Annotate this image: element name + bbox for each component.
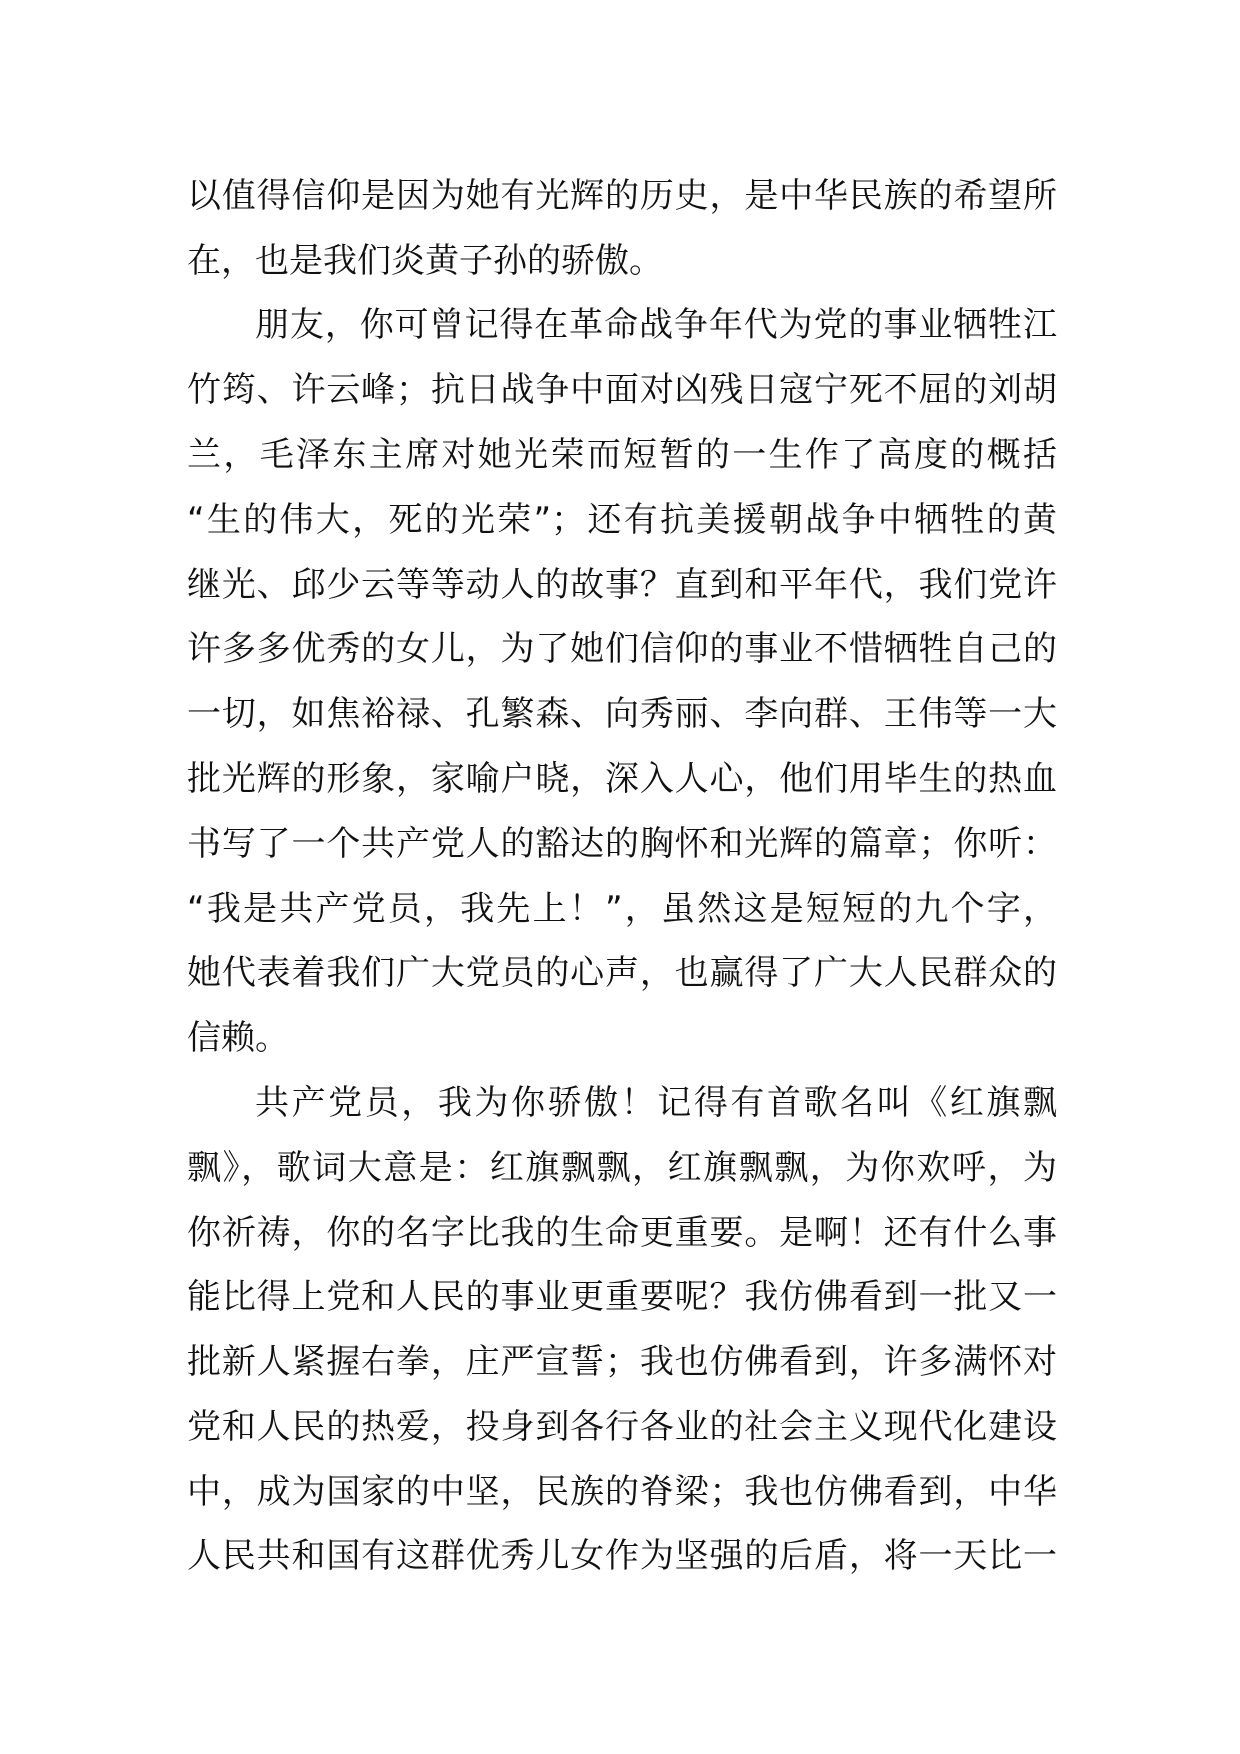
- text-line: 你祈祷，你的名字比我的生命更重要。是啊！还有什么事: [187, 1213, 1057, 1253]
- text-line: 竹筠、许云峰；抗日战争中面对凶残日寇宁死不屈的刘胡: [187, 370, 1057, 410]
- text-line: “生的伟大，死的光荣”；还有抗美援朝战争中牺牲的黄: [187, 500, 1057, 540]
- text-line: 人民共和国有这群优秀儿女作为坚强的后盾，将一天比一: [187, 1536, 1057, 1576]
- text-line: 一切，如焦裕禄、孔繁森、向秀丽、李向群、王伟等一大: [187, 694, 1057, 734]
- text-line: 飘》，歌词大意是：红旗飘飘，红旗飘飘，为你欢呼，为: [187, 1148, 1057, 1188]
- text-line: 中，成为国家的中坚，民族的脊梁；我也仿佛看到，中华: [187, 1472, 1057, 1512]
- text-line: “我是共产党员，我先上！”，虽然这是短短的九个字，: [187, 889, 1057, 929]
- text-line: 共产党员，我为你骄傲！记得有首歌名叫《红旗飘: [255, 1083, 1057, 1123]
- text-line: 朋友，你可曾记得在革命战争年代为党的事业牺牲江: [255, 305, 1057, 345]
- text-line: 批新人紧握右拳，庄严宣誓；我也仿佛看到，许多满怀对: [187, 1342, 1057, 1382]
- text-line: 书写了一个共产党人的豁达的胸怀和光辉的篇章；你听：: [187, 824, 1057, 864]
- text-line: 她代表着我们广大党员的心声，也赢得了广大人民群众的: [187, 953, 1057, 993]
- text-line: 兰，毛泽东主席对她光荣而短暂的一生作了高度的概括: [187, 435, 1057, 475]
- text-line: 批光辉的形象，家喻户晓，深入人心，他们用毕生的热血: [187, 759, 1057, 799]
- text-line: 继光、邱少云等等动人的故事？直到和平年代，我们党许: [187, 565, 1057, 605]
- text-line: 党和人民的热爱，投身到各行各业的社会主义现代化建设: [187, 1407, 1057, 1447]
- text-line: 能比得上党和人民的事业更重要呢？我仿佛看到一批又一: [187, 1277, 1057, 1317]
- text-line: 以值得信仰是因为她有光辉的历史，是中华民族的希望所: [187, 176, 1057, 216]
- text-line: 许多多优秀的女儿，为了她们信仰的事业不惜牺牲自己的: [187, 629, 1057, 669]
- text-line: 在，也是我们炎黄子孙的骄傲。: [187, 241, 663, 281]
- text-line: 信赖。: [187, 1018, 289, 1058]
